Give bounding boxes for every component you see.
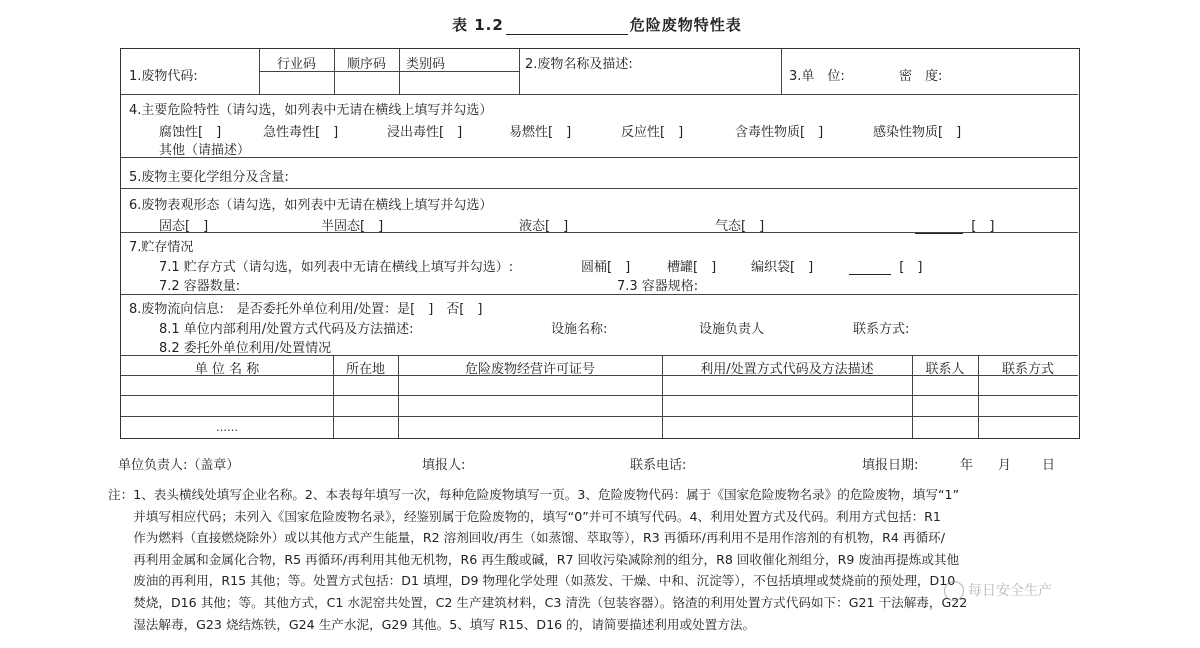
- density-label: 密 度:: [899, 69, 943, 84]
- note-line: 废油的再利用，R15 其他；等。处置方式包括：D1 填埋，D9 物理化学处理（如蒸发、干燥、中和、沉淀等），不包括填埋或焚烧前的预处理，D10: [108, 573, 956, 589]
- acute-toxicity-checkbox[interactable]: 急性毒性[ ]: [263, 125, 339, 140]
- wechat-icon: [944, 581, 964, 601]
- sequence-code-field[interactable]: [335, 72, 398, 93]
- storage-method-label: 7.1 贮存方式（请勾选，如列表中无请在横线上填写并勾选）:: [159, 260, 514, 275]
- infectious-substance-checkbox[interactable]: 感染性物质[ ]: [873, 125, 962, 140]
- facility-name-label: 设施名称:: [551, 322, 608, 337]
- month-label: 月: [998, 458, 1012, 473]
- fill-in-blank[interactable]: [915, 221, 963, 234]
- filler-label: 填报人:: [422, 458, 466, 473]
- notes-block: [108, 484, 1098, 635]
- col-contact-method: 联系方式: [1001, 362, 1054, 377]
- tank-checkbox[interactable]: 槽罐[ ]: [667, 260, 717, 275]
- note-line: 焚烧，D16 其他；等。其他方式，C1 水泥窑共处置，C2 生产建筑材料，C3 清洗（包装容器）。铬渣的利用处置方式代码如下：G21 干法解毒，G22: [108, 594, 968, 610]
- fill-in-blank[interactable]: [849, 262, 891, 275]
- container-quantity-label: 7.2 容器数量:: [159, 279, 241, 294]
- industry-code-field[interactable]: [260, 72, 333, 93]
- internal-disposal-label: 8.1 单位内部利用/处置方式代码及方法描述:: [159, 322, 414, 337]
- corrosive-checkbox[interactable]: 腐蚀性[ ]: [159, 125, 222, 140]
- note-line: 湿法解毒，G23 烧结炼铁，G24 生产水泥，G29 其他。5、填写 R15、D16 的，请简要描述利用或处置方法。: [108, 616, 756, 632]
- waste-name-label: 2.废物名称及描述:: [525, 57, 633, 72]
- flammable-checkbox[interactable]: 易燃性[ ]: [509, 125, 572, 140]
- phone-label: 联系电话:: [630, 458, 687, 473]
- company-name-blank[interactable]: [506, 20, 628, 35]
- waste-code-label: 1.废物代码:: [129, 69, 198, 84]
- divider: [121, 395, 1078, 396]
- form-title: 表 1.2 危险废物特性表: [452, 16, 742, 34]
- contact-method-label: 联系方式:: [853, 322, 910, 337]
- day-label: 日: [1042, 458, 1056, 473]
- fill-date-label: 填报日期:: [862, 458, 919, 473]
- divider: [121, 188, 1078, 189]
- gas-checkbox[interactable]: 气态[ ]: [715, 219, 765, 234]
- liquid-checkbox[interactable]: 液态[ ]: [519, 219, 569, 234]
- waste-flow-heading: 8.废物流向信息: 是否委托外单位利用/处置：是[ ] 否[ ]: [129, 302, 483, 317]
- container-spec-label: 7.3 容器规格:: [617, 279, 699, 294]
- divider: [121, 94, 1078, 95]
- category-code-header: 类别码: [406, 57, 446, 72]
- leaching-toxicity-checkbox[interactable]: 浸出毒性[ ]: [387, 125, 463, 140]
- divider: [121, 157, 1078, 158]
- note-line: 注：1、表头横线处填写企业名称。2、本表每年填写一次，每种危险废物填写一页。3、危险废物代码：属于《国家危险废物名录》的危险废物，填写“1”: [108, 487, 960, 502]
- woven-bag-checkbox[interactable]: 编织袋[ ]: [751, 260, 814, 275]
- other-storage-option[interactable]: [ ]: [849, 256, 922, 275]
- year-label: 年: [960, 458, 974, 473]
- hazard-heading: 4.主要危险特性（请勾选，如列表中无请在横线上填写并勾选）: [129, 103, 493, 118]
- sequence-code-header: 顺序码: [346, 57, 386, 72]
- industry-code-header: 行业码: [276, 57, 316, 72]
- divider: [121, 416, 1078, 417]
- table-ellipsis: ……: [216, 421, 238, 434]
- col-unit-name: 单 位 名 称: [194, 362, 260, 377]
- category-code-field[interactable]: [400, 72, 518, 93]
- unit-owner-label: 单位负责人:（盖章）: [118, 458, 240, 473]
- other-state-option[interactable]: [ ]: [915, 215, 994, 234]
- drum-checkbox[interactable]: 圆桶[ ]: [581, 260, 631, 275]
- form-state-heading: 6.废物表观形态（请勾选，如列表中无请在横线上填写并勾选）: [129, 198, 493, 213]
- other-description-label: 其他（请描述）: [159, 143, 251, 158]
- reactive-checkbox[interactable]: 反应性[ ]: [621, 125, 684, 140]
- note-line: 再利用金属和金属化合物，R5 再循环/再利用其他无机物，R6 再生酸或碱，R7 回收污染减除剂的组分，R8 回收催化剂组分，R9 废油再提炼或其他: [108, 551, 960, 567]
- unit-label: 3.单 位:: [789, 69, 845, 84]
- watermark: 每日安全生产: [944, 580, 1052, 601]
- divider: [519, 49, 520, 94]
- col-location: 所在地: [345, 362, 385, 377]
- external-disposal-label: 8.2 委托外单位利用/处置情况: [159, 341, 332, 356]
- col-contact-person: 联系人: [925, 362, 965, 377]
- solid-checkbox[interactable]: 固态[ ]: [159, 219, 209, 234]
- divider: [781, 49, 782, 94]
- composition-label: 5.废物主要化学组分及含量:: [129, 170, 289, 185]
- hazardous-waste-form: [120, 48, 1080, 439]
- storage-heading: 7.贮存情况: [129, 240, 194, 255]
- divider: [121, 294, 1078, 295]
- note-line: 并填写相应代码；未列入《国家危险废物名录》，经鉴别属于危险废物的，填写“0”并可不填写代码。4、利用处置方式及代码。利用方式包括：R1: [108, 508, 941, 524]
- semi-solid-checkbox[interactable]: 半固态[ ]: [321, 219, 384, 234]
- facility-owner-label: 设施负责人: [699, 322, 765, 337]
- note-line: 作为燃料（直接燃烧除外）或以其他方式产生能量，R2 溶剂回收/再生（如蒸馏、萃取等），R3 再循环/再利用不是用作溶剂的有机物，R4 再循环/: [108, 530, 945, 546]
- col-disposal-method: 利用/处置方式代码及方法描述: [700, 362, 874, 377]
- toxic-substance-checkbox[interactable]: 含毒性物质[ ]: [735, 125, 824, 140]
- col-license-number: 危险废物经营许可证号: [464, 362, 595, 377]
